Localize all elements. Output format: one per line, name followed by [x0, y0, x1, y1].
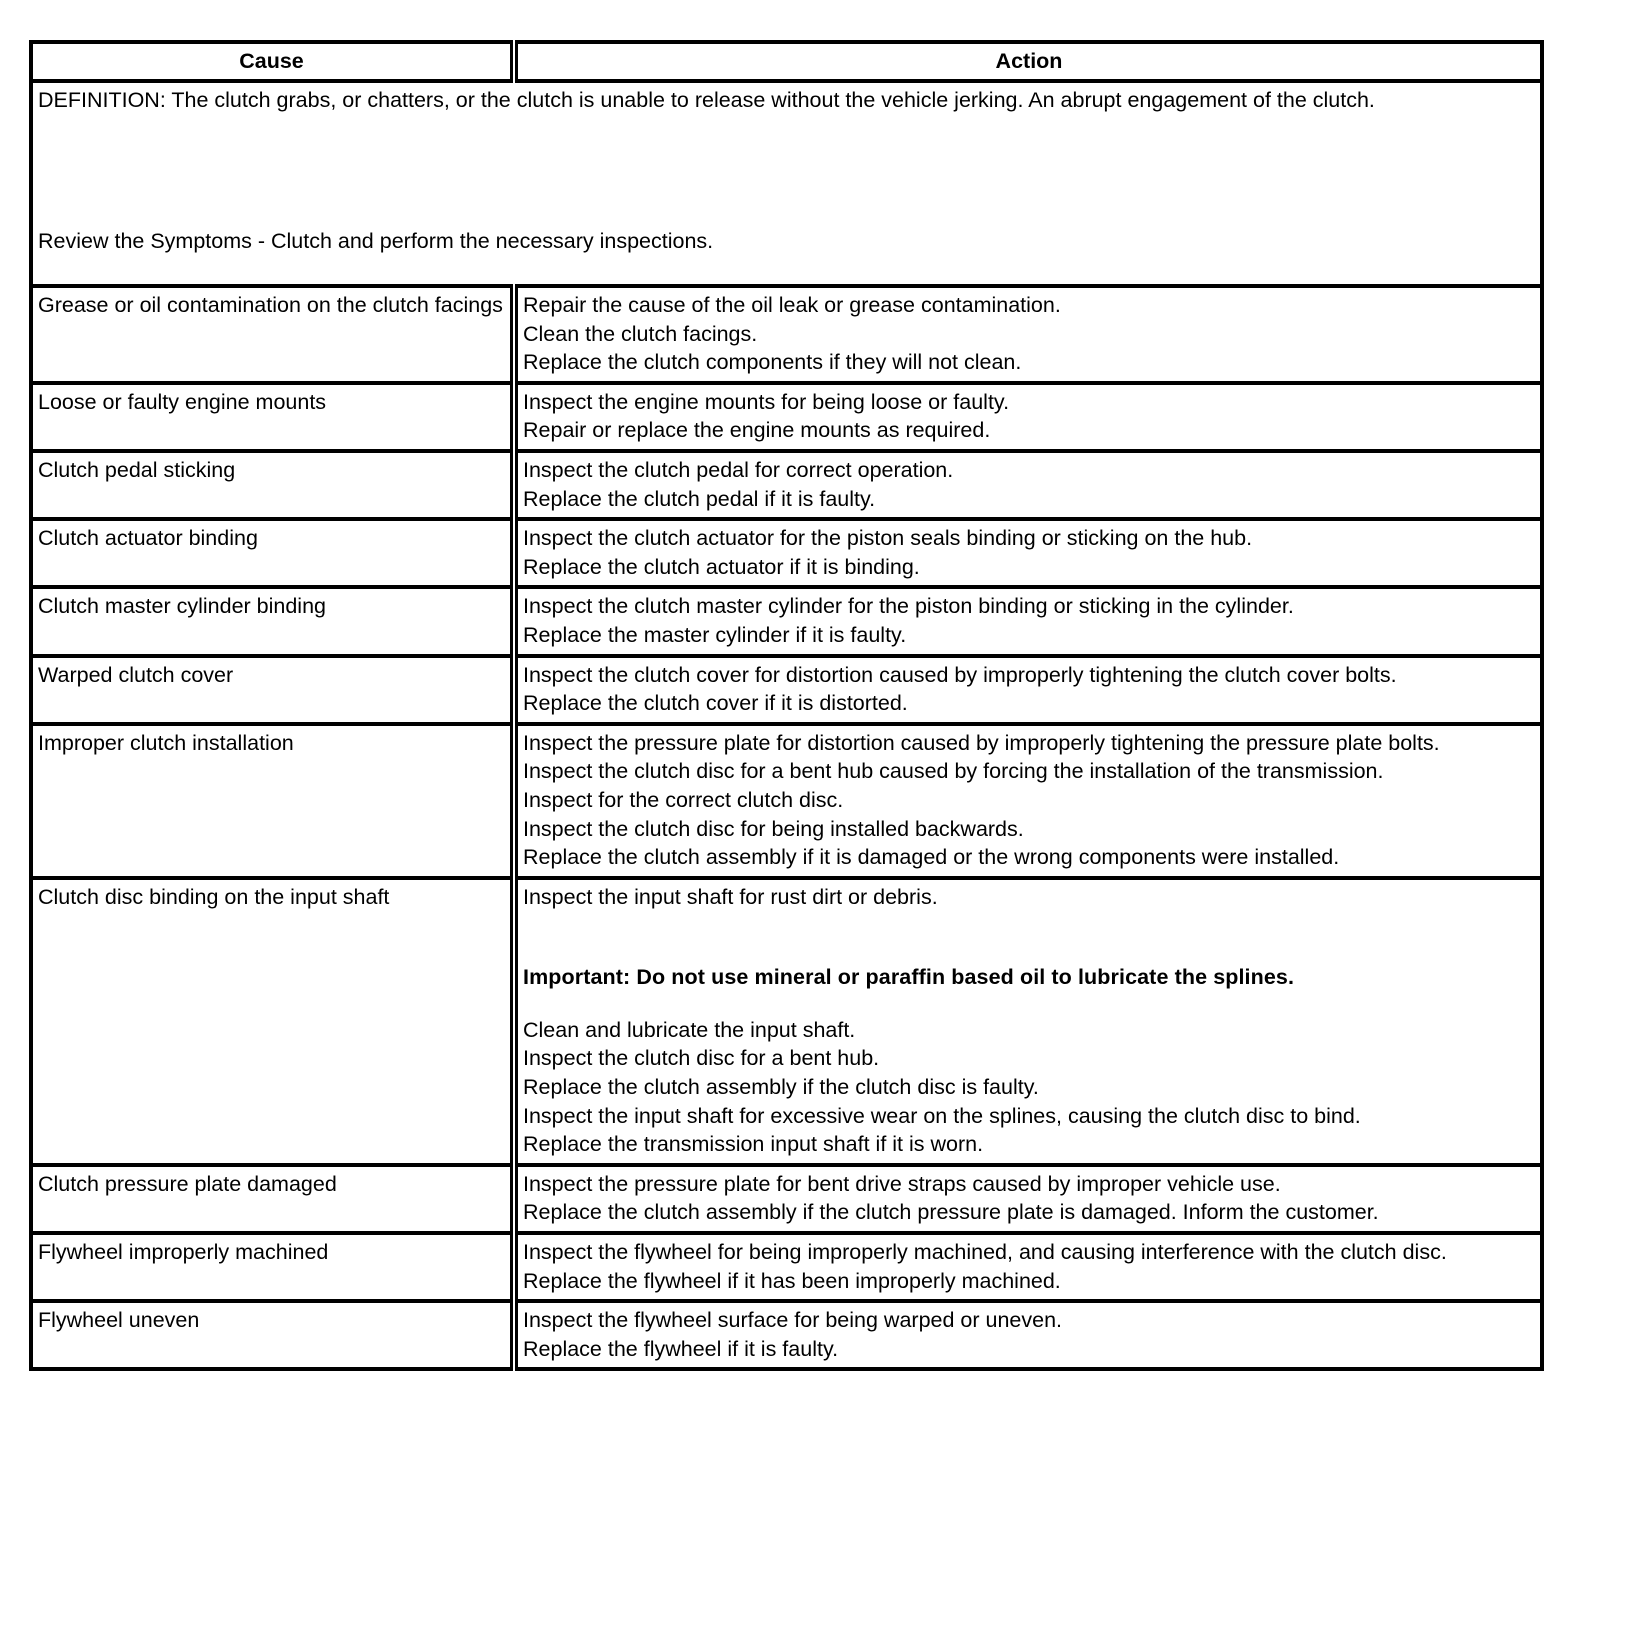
action-line: Repair or replace the engine mounts as required. — [523, 418, 991, 443]
action-line: Inspect the engine mounts for being loose or faulty. — [523, 389, 1010, 414]
cause-cell: Clutch pedal sticking — [31, 451, 514, 519]
action-cell — [514, 587, 1542, 655]
action-cell — [514, 1233, 1542, 1301]
action-line: Inspect the input shaft for excessive wear on the splines, causing the clutch disc to bind. — [523, 1103, 1361, 1128]
action-line: Replace the flywheel if it has been improperly machined. — [523, 1268, 1061, 1293]
action-cell — [514, 451, 1542, 519]
action-line: Clean and lubricate the input shaft. — [523, 1017, 856, 1042]
action-cell — [514, 878, 1542, 1165]
action-line: Replace the clutch pedal if it is faulty. — [523, 486, 876, 511]
cause-cell: Clutch actuator binding — [31, 519, 514, 587]
action-line: Inspect the pressure plate for distortion caused by improperly tightening the pressure plate bolts. — [523, 730, 1440, 755]
cause-cell: Grease or oil contamination on the clutch facings — [31, 286, 514, 383]
header-action: Action — [514, 42, 1542, 81]
definition-text: DEFINITION: The clutch grabs, or chatters, or the clutch is unable to release without the vehicle jerking. An abrupt engagement of the clutch. — [38, 88, 1375, 112]
action-line: Replace the clutch actuator if it is binding. — [523, 554, 920, 579]
diagnosis-table — [29, 40, 1544, 1371]
action-line: Inspect the flywheel surface for being warped or uneven. — [523, 1308, 1063, 1333]
action-cell — [514, 656, 1542, 724]
action-line: Replace the transmission input shaft if it is worn. — [523, 1132, 984, 1157]
action-line: Replace the clutch assembly if the clutch pressure plate is damaged. Inform the customer. — [523, 1200, 1379, 1225]
action-cell — [514, 383, 1542, 451]
action-line: Replace the clutch assembly if the clutch disc is faulty. — [523, 1075, 1039, 1100]
action-line: Inspect for the correct clutch disc. — [523, 787, 844, 812]
action-line: Replace the clutch cover if it is distorted. — [523, 691, 908, 716]
review-text: Review the Symptoms - Clutch and perform the necessary inspections. — [38, 228, 714, 253]
table-row — [31, 587, 1542, 655]
action-line: Inspect the clutch actuator for the piston seals binding or sticking on the hub. — [523, 526, 1253, 551]
action-line: Clean the clutch facings. — [523, 321, 758, 346]
action-line: Replace the clutch components if they will not clean. — [523, 350, 1022, 375]
action-cell — [514, 286, 1542, 383]
cause-cell: Warped clutch cover — [31, 656, 514, 724]
action-cell — [514, 1301, 1542, 1369]
cause-cell: Clutch master cylinder binding — [31, 587, 514, 655]
action-line: Inspect the input shaft for rust dirt or debris. — [523, 884, 938, 909]
header-row — [31, 42, 1542, 81]
table-row — [31, 1233, 1542, 1301]
action-line: Inspect the flywheel for being improperly machined, and causing interference with the clutch disc. — [523, 1240, 1447, 1265]
cause-cell: Flywheel improperly machined — [31, 1233, 514, 1301]
important-note: Important: Do not use mineral or paraffin based oil to lubricate the splines. — [523, 965, 1295, 990]
table-row — [31, 383, 1542, 451]
action-line: Inspect the pressure plate for bent drive straps caused by improper vehicle use. — [523, 1171, 1281, 1196]
cause-cell: Flywheel uneven — [31, 1301, 514, 1369]
table-row — [31, 286, 1542, 383]
table-row — [31, 724, 1542, 878]
action-line: Inspect the clutch disc for a bent hub. — [523, 1046, 880, 1071]
table-row — [31, 451, 1542, 519]
action-line: Inspect the clutch master cylinder for the piston binding or sticking in the cylinder. — [523, 594, 1294, 619]
action-cell — [514, 1165, 1542, 1233]
cause-cell: Clutch pressure plate damaged — [31, 1165, 514, 1233]
action-line: Replace the clutch assembly if it is damaged or the wrong components were installed. — [523, 845, 1340, 870]
action-line: Inspect the clutch cover for distortion caused by improperly tightening the clutch cover bolts. — [523, 662, 1397, 687]
header-cause: Cause — [31, 42, 514, 81]
table-row — [31, 519, 1542, 587]
action-line: Replace the flywheel if it is faulty. — [523, 1336, 839, 1361]
table-row — [31, 656, 1542, 724]
action-line: Repair the cause of the oil leak or grease contamination. — [523, 293, 1061, 317]
action-line: Inspect the clutch pedal for correct operation. — [523, 457, 954, 482]
action-cell — [514, 724, 1542, 878]
action-line: Inspect the clutch disc for a bent hub caused by forcing the installation of the transmission. — [523, 759, 1384, 784]
definition-cell — [31, 81, 1542, 286]
action-cell — [514, 519, 1542, 587]
table-row — [31, 1301, 1542, 1369]
action-line: Inspect the clutch disc for being installed backwards. — [523, 816, 1024, 841]
cause-cell: Clutch disc binding on the input shaft — [31, 878, 514, 1165]
definition-row — [31, 81, 1542, 286]
cause-cell: Improper clutch installation — [31, 724, 514, 878]
cause-cell: Loose or faulty engine mounts — [31, 383, 514, 451]
table-row — [31, 878, 1542, 1165]
table-row — [31, 1165, 1542, 1233]
action-line: Replace the master cylinder if it is faulty. — [523, 622, 907, 647]
